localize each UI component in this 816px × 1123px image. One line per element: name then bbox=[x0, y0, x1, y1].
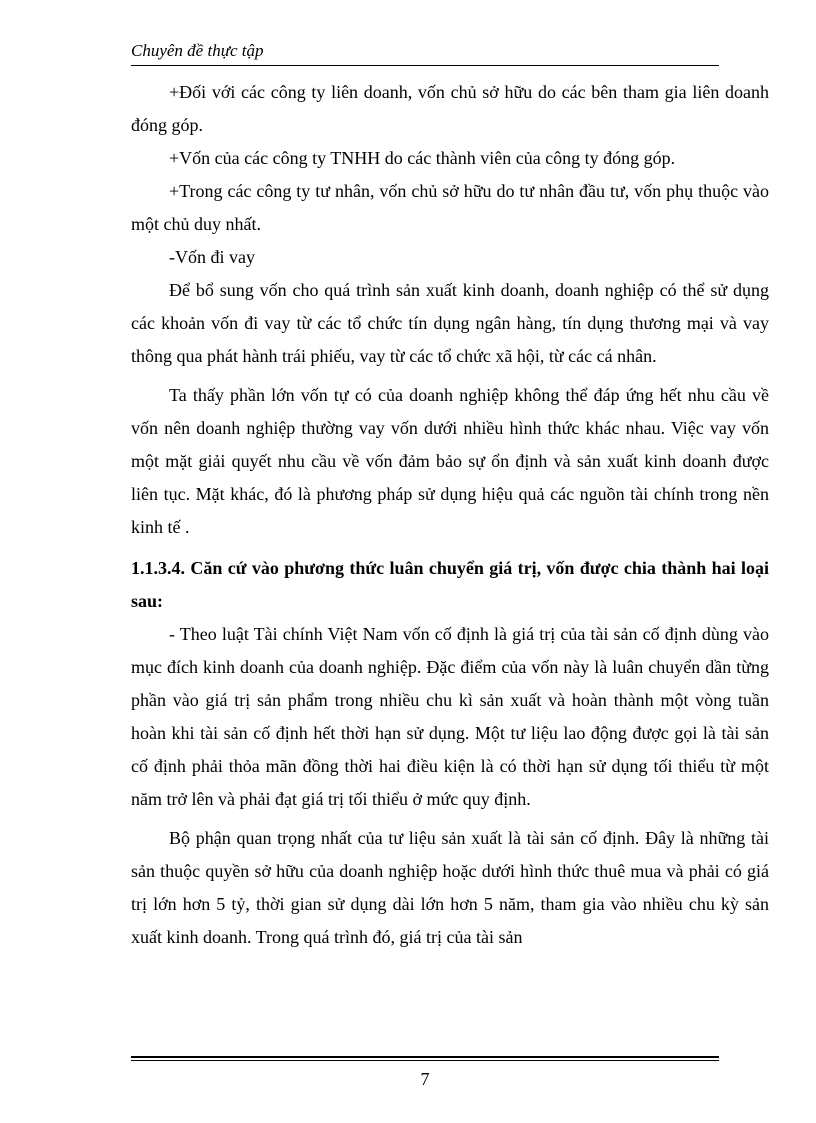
paragraph-private-company: +Trong các công ty tư nhân, vốn chủ sở hữu do tư nhân đầu tư, vốn phụ thuộc vào một chủ duy nhất. bbox=[131, 181, 769, 234]
paragraph-fixed-capital: - Theo luật Tài chính Việt Nam vốn cố định là giá trị của tài sản cố định dùng vào mục đích kinh doanh của doanh nghiệp. Đặc điểm của vốn này là luân chuyển dần từng phần vào giá trị sản phẩm trong nhiều chu kì sản xuất và hoàn thành một vòng tuần hoàn khi tài sản cố định hết thời hạn sử dụng. Một tư liệu lao động được gọi là tài sản cố định phải thỏa mãn đồng thời hai điều kiện là có thời hạn sử dụng tối thiểu từ một năm trở lên và phải đạt giá trị tối thiểu ở mức quy định. bbox=[131, 624, 769, 809]
paragraph-fixed-assets: Bộ phận quan trọng nhất của tư liệu sản xuất là tài sản cố định. Đây là những tài sản thuộc quyền sở hữu của doanh nghiệp hoặc dưới hình thức thuê mua và phải có giá trị lớn hơn 5 tỷ, thời gian sử dụng dài lớn hơn 5 năm, tham gia vào nhiều chu kỳ sản xuất kinh doanh. Trong quá trình đó, giá trị của tài sản bbox=[131, 828, 769, 947]
section-heading: 1.1.3.4. Căn cứ vào phương thức luân chuyển giá trị, vốn được chia thành hai loại sau: bbox=[131, 558, 769, 611]
header-rule bbox=[131, 65, 719, 66]
paragraph-joint-venture: +Đối với các công ty liên doanh, vốn chủ sở hữu do các bên tham gia liên doanh đóng góp. bbox=[131, 82, 769, 135]
page-footer bbox=[131, 1056, 719, 1090]
page-number: 7 bbox=[420, 1069, 430, 1089]
paragraph-llc: +Vốn của các công ty TNHH do các thành viên của công ty đóng góp. bbox=[169, 148, 676, 168]
footer-rule bbox=[131, 1056, 719, 1058]
page-header bbox=[131, 40, 719, 66]
paragraph-observation: Ta thấy phần lớn vốn tự có của doanh nghiệp không thể đáp ứng hết nhu cầu về vốn nên doanh nghiệp thường vay vốn dưới nhiều hình thức khác nhau. Việc vay vốn một mặt giải quyết nhu cầu về vốn đảm bảo sự ổn định và sản xuất kinh doanh được liên tục. Mặt khác, đó là phương pháp sử dụng hiệu quả các nguồn tài chính trong nền kinh tế . bbox=[131, 385, 769, 537]
footer-rule-thin bbox=[131, 1060, 719, 1061]
header-title: Chuyên đề thực tập bbox=[131, 41, 264, 60]
paragraph-borrowed-capital: -Vốn đi vay bbox=[169, 247, 255, 267]
document-body bbox=[131, 76, 769, 954]
paragraph-supplement-capital: Để bổ sung vốn cho quá trình sản xuất kinh doanh, doanh nghiệp có thể sử dụng các khoản vốn đi vay từ các tổ chức tín dụng ngân hàng, tín dụng thương mại và vay thông qua phát hành trái phiếu, vay từ các tổ chức xã hội, từ các cá nhân. bbox=[131, 280, 769, 366]
